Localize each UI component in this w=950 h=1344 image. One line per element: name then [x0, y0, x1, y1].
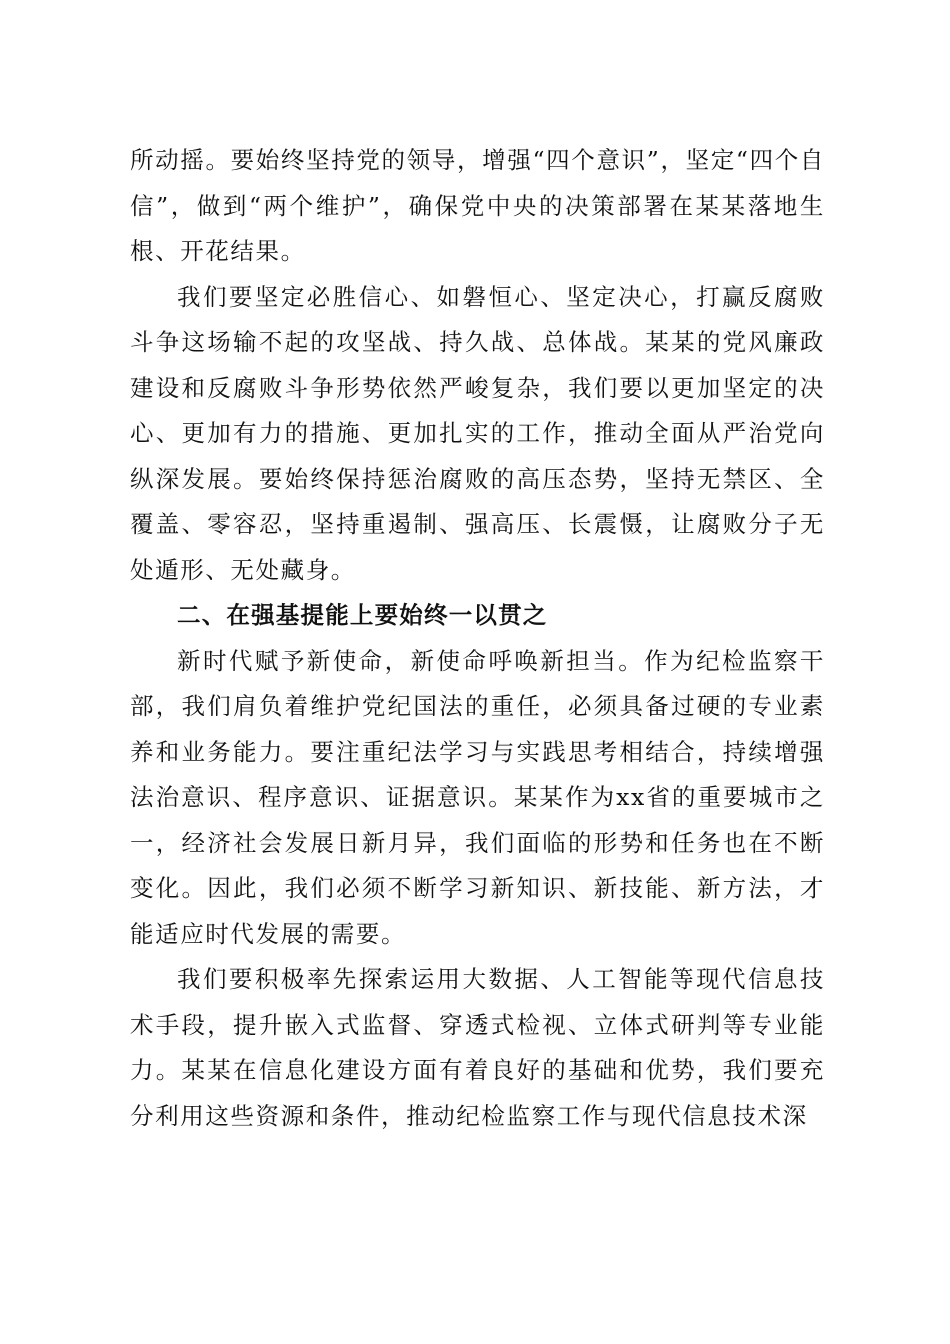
paragraph-anticorruption: 我们要坚定必胜信心、如磐恒心、坚定决心，打赢反腐败斗争这场输不起的攻坚战、持久战、总体战。某某的党风廉政建设和反腐败斗争形势依然严峻复杂，我们要以更加坚定的决心、更加有力的措施、更加扎实的工作，推动全面从严治党向纵深发展。要始终保持惩治腐败的高压态势，坚持无禁区、全覆盖、零容忍，坚持重遏制、强高压、长震慑，让腐败分子无处遁形、无处藏身。: [130, 282, 825, 584]
document-body: [130, 138, 825, 1139]
paragraph-continuation: 所动摇。要始终坚持党的领导，增强“四个意识”，坚定“四个自信”，做到“两个维护”，确保党中央的决策部署在某某落地生根、开花结果。: [130, 146, 825, 265]
paragraph-new-mission: 新时代赋予新使命，新使命呼唤新担当。作为纪检监察干部，我们肩负着维护党纪国法的重任，必须具备过硬的专业素养和业务能力。要注重纪法学习与实践思考相结合，持续增强法治意识、程序意识、证据意识。某某作为xx省的重要城市之一，经济社会发展日新月异，我们面临的形势和任务也在不断变化。因此，我们必须不断学习新知识、新技能、新方法，才能适应时代发展的需要。: [130, 646, 825, 948]
section-heading-2: 二、在强基提能上要始终一以贯之: [177, 601, 548, 629]
paragraph-information-technology: 我们要积极率先探索运用大数据、人工智能等现代信息技术手段，提升嵌入式监督、穿透式检视、立体式研判等专业能力。某某在信息化建设方面有着良好的基础和优势，我们要充分利用这些资源和条件，推动纪检监察工作与现代信息技术深: [130, 965, 825, 1130]
